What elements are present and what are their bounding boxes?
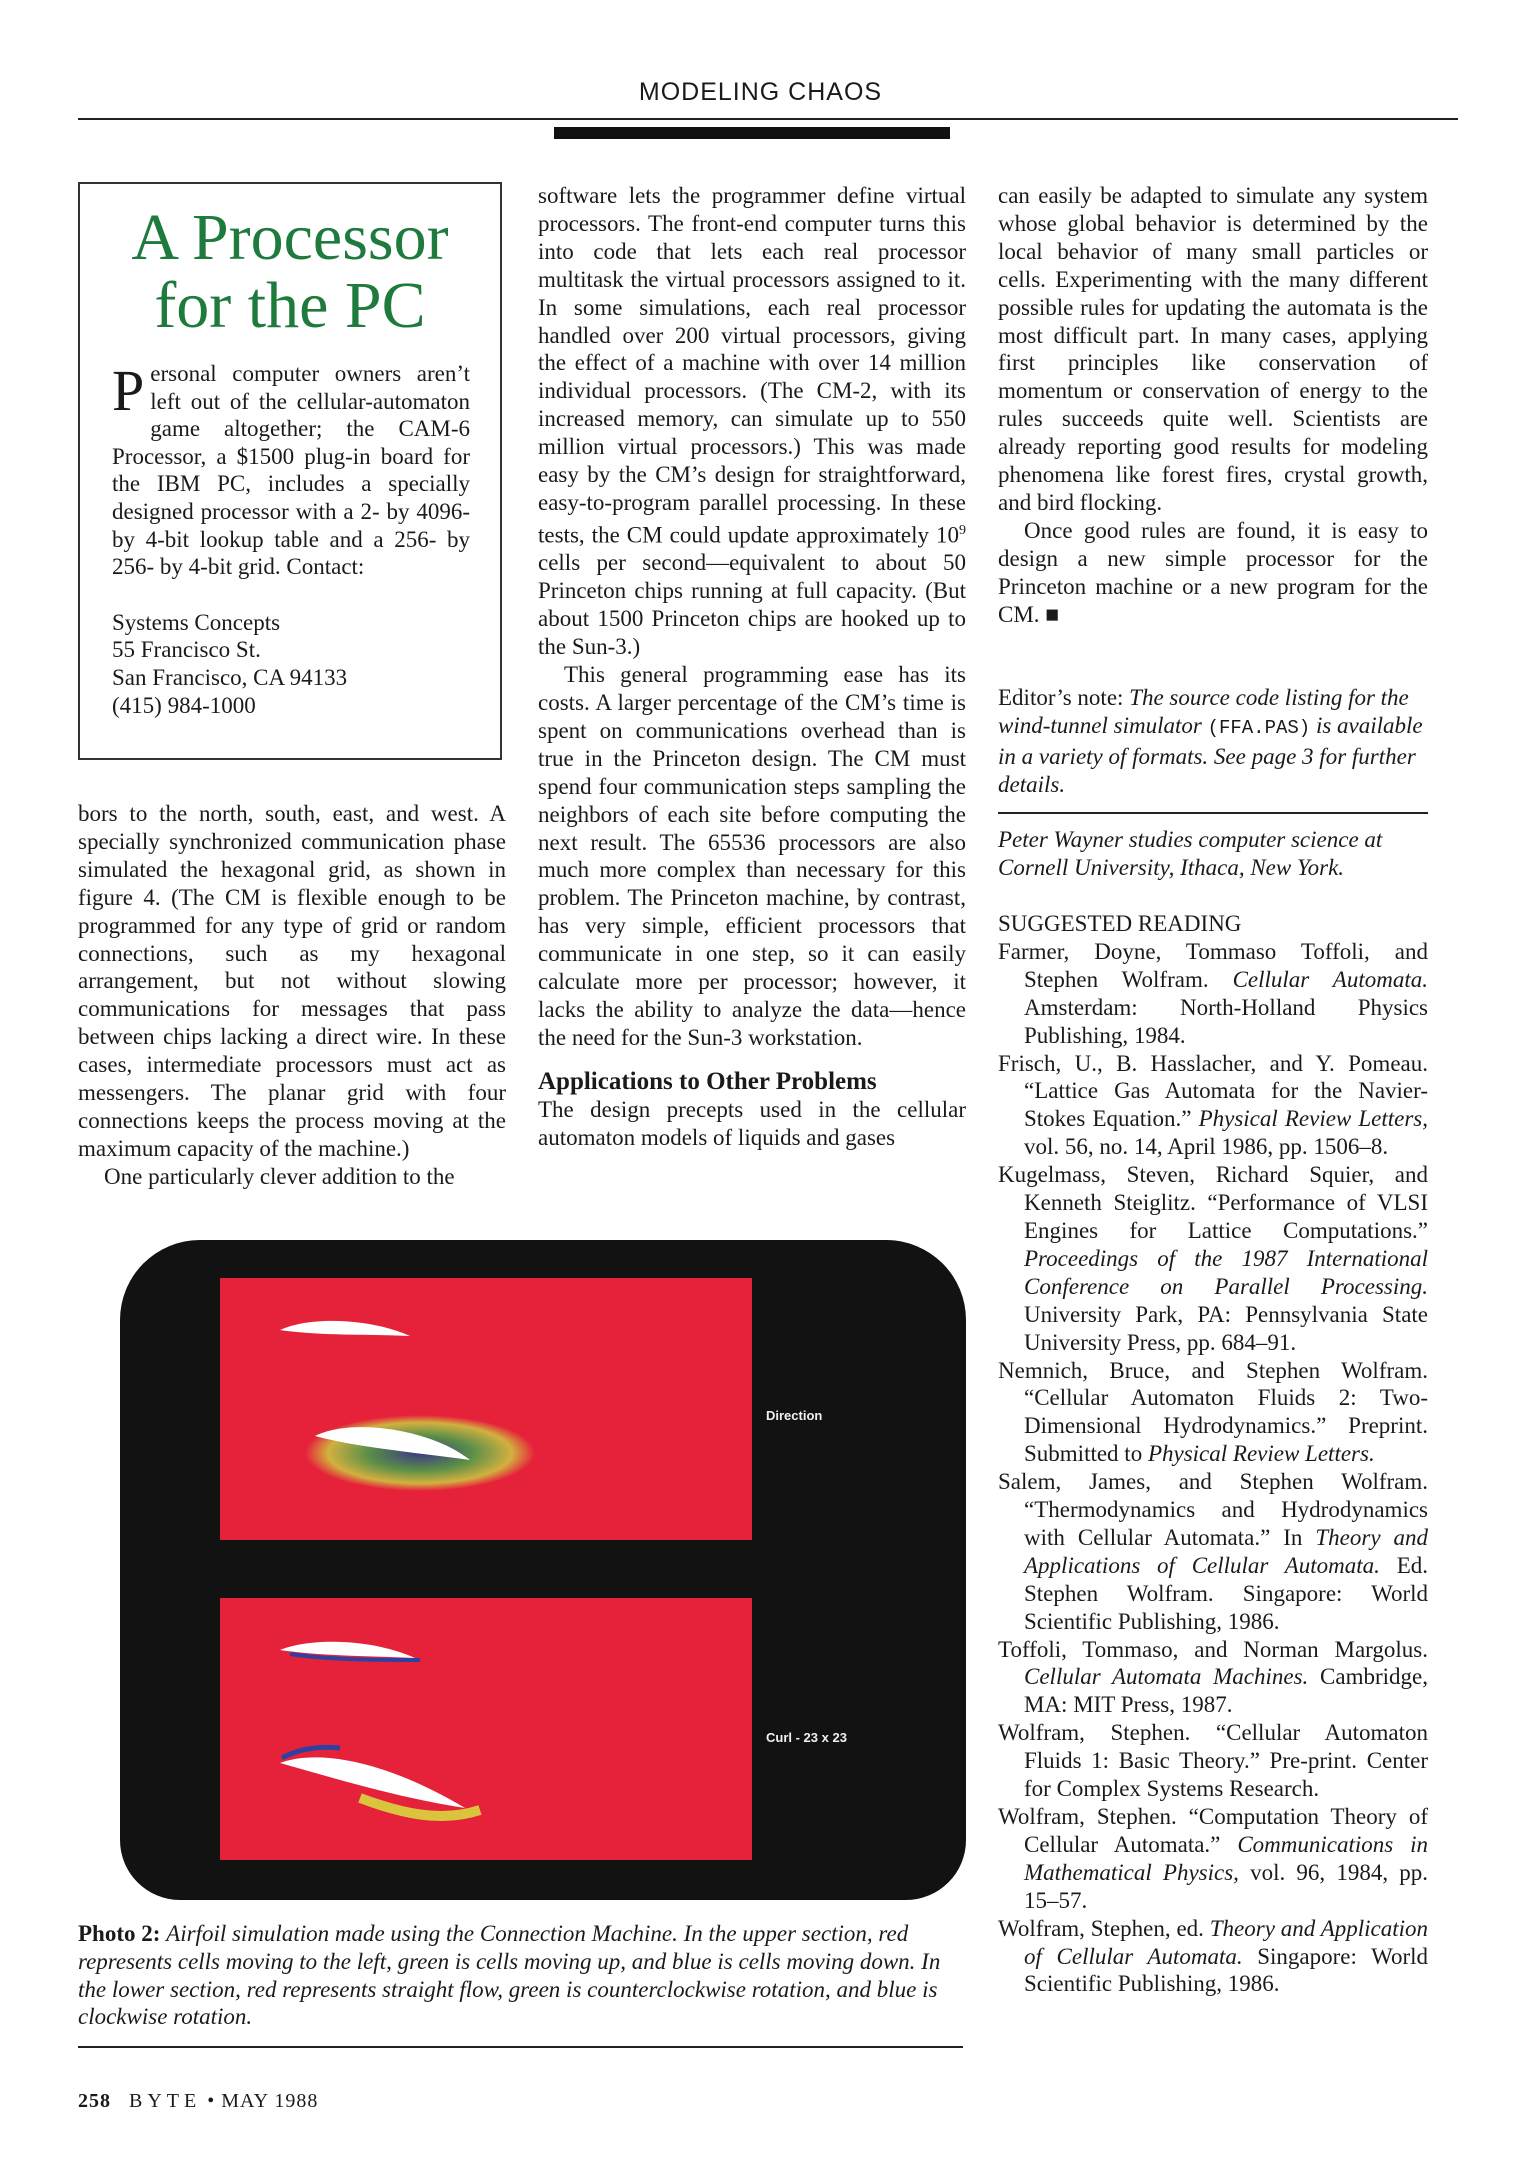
footer-separator: •	[207, 2090, 216, 2112]
label-direction: Direction	[766, 1408, 823, 1423]
ref-authors: Wolfram, Stephen. “Cellular Automaton Fluids 1: Basic Theory.” Pre-print. Center for Complex Systems Research.	[998, 1720, 1428, 1802]
caption-text: Airfoil simulation made using the Connection Machine. In the upper section, red represents cells moving to the left, green is cells moving up, and blue is cells moving down. In the lower section, red represents straight flow, green is counterclockwise rotation, and blue is clockwise rotation.	[78, 1921, 941, 2030]
ref-authors: Wolfram, Stephen, ed.	[998, 1915, 1204, 1941]
simulation-panel-direction	[220, 1278, 752, 1540]
page-number: 258	[78, 2090, 111, 2112]
address-line: 55 Francisco St.	[112, 637, 261, 663]
exponent: 9	[959, 522, 966, 538]
ref-details: Singapore: World Scientific Publishing, 1986.	[1024, 1943, 1428, 1997]
contact-address	[112, 609, 470, 719]
caption-rule	[78, 2046, 963, 2048]
ref-authors: Farmer, Doyne, Tommaso Toffoli, and Stephen Wolfram.	[998, 938, 1428, 992]
running-head: MODELING CHAOS	[638, 78, 883, 106]
ref-authors: Kugelmass, Steven, Richard Squier, and Kenneth Steiglitz. “Performance of VLSI Engines for Lattice Computations.”	[998, 1162, 1428, 1243]
paragraph: One particularly clever addition to the	[104, 1163, 455, 1189]
caption-label: Photo 2:	[78, 1921, 161, 1946]
reference-item	[998, 1468, 1428, 1635]
ref-title: Physical Review Letters,	[1198, 1106, 1429, 1132]
ref-title: Communications in Mathematical Physics,	[1024, 1831, 1429, 1885]
label-curl: Curl - 23 x 23	[766, 1730, 847, 1745]
column-2-text	[538, 182, 966, 1151]
divider	[998, 812, 1428, 814]
reference-item	[998, 1161, 1428, 1356]
suggested-reading	[998, 910, 1428, 1998]
paragraph-text: cells per second—equivalent to about 50 Princeton chips running at full capacity. (But about 1500 Princeton chips are hooked up to the Sun-3.)	[538, 550, 966, 660]
airfoil-direction-image	[220, 1278, 752, 1540]
editors-note-text: is available in a variety of formats. See page 3 for further details.	[998, 712, 1423, 797]
header-rule	[78, 118, 1458, 120]
ref-details: vol. 96, 1984, pp. 15–57.	[1024, 1859, 1429, 1913]
simulation-panel-curl	[220, 1598, 752, 1860]
paragraph	[998, 517, 1428, 629]
reference-item	[998, 1915, 1428, 1999]
sidebar-title-line-1: A Processor	[131, 201, 449, 274]
ref-authors: Toffoli, Tommaso, and Norman Margolus.	[998, 1636, 1428, 1662]
paragraph-text: software lets the programmer define virtual processors. The front-end computer turns this into code that lets each real processor multitask the virtual processors assigned to it. In some simulations, each real processor handled over 200 virtual processors, giving the effect of a machine with over 14 million individual processors. (The CM-2, with its increased memory, can simulate up to 550 million virtual processors.) This was made easy by the CM’s design for straightforward, easy-to-program parallel processing. In these tests, the CM could update approximately 10	[538, 183, 966, 548]
ref-authors: Nemnich, Bruce, and Stephen Wolfram. “Cellular Automaton Fluids 2: Two-Dimensional Hydrodynamics.” Preprint. Submitted to	[998, 1357, 1428, 1467]
ref-details: University Park, PA: Pennsylvania State University Press, pp. 684–91.	[1024, 1301, 1428, 1355]
column-1-text	[78, 800, 506, 1191]
ref-title: Proceedings of the 1987 International Conference on Parallel Processing.	[1024, 1245, 1428, 1299]
ref-details: vol. 56, no. 14, April 1986, pp. 1506–8.	[1024, 1134, 1389, 1160]
issue-date: MAY 1988	[221, 2090, 319, 2112]
photo-caption	[78, 1920, 958, 2031]
editors-note-label: Editor’s note:	[998, 685, 1124, 710]
ref-authors: Frisch, U., B. Hasslacher, and Y. Pomeau. “Lattice Gas Automata for the Navier-Stokes Equation.”	[998, 1050, 1428, 1132]
ref-title: Cellular Automata Machines.	[1024, 1664, 1309, 1690]
sidebar-title	[80, 201, 500, 342]
paragraph: bors to the north, south, east, and west. A specially synchronized communication phase simulated the hexagonal grid, as shown in figure 4. (The CM is flexible enough to be programmed for any type of grid or random connections, such as my hexagonal arrangement, but not without slowing communications for messages that pass between chips lacking a direct wire. In these cases, intermediate processors must act as messengers. The planar grid with four connections keeps the process moving at the maximum capacity of the machine.)	[78, 801, 506, 1161]
ref-title: Physical Review Letters.	[1147, 1441, 1375, 1467]
editors-note-text: The source code listing for the wind-tunnel simulator	[998, 685, 1409, 738]
reference-item	[998, 1050, 1428, 1162]
ref-authors: Salem, James, and Stephen Wolfram. “Thermodynamics and Hydrodynamics with Cellular Automata.” In	[998, 1469, 1428, 1550]
reference-item	[998, 1719, 1428, 1803]
page-footer	[78, 2090, 318, 2113]
drop-cap: P	[112, 358, 145, 423]
airfoil-curl-image	[220, 1598, 752, 1860]
author-note-text: Peter Wayner studies computer science at Cornell University, Ithaca, New York.	[998, 827, 1383, 880]
paragraph	[538, 182, 966, 661]
address-line: San Francisco, CA 94133	[112, 664, 348, 690]
sidebar-body	[112, 360, 470, 719]
editors-note-code: (FFA.PAS)	[1207, 716, 1311, 739]
reference-item	[998, 938, 1428, 1050]
ref-details: Amsterdam: North-Holland Physics Publishing, 1984.	[1024, 994, 1428, 1048]
ref-details: Ed. Stephen Wolfram. Singapore: World Scientific Publishing, 1986.	[1024, 1552, 1429, 1634]
address-line: (415) 984-1000	[112, 692, 256, 718]
sidebar-title-line-2: for the PC	[154, 269, 426, 342]
editors-note	[998, 684, 1428, 799]
suggested-reading-heading: SUGGESTED READING	[998, 911, 1242, 936]
ref-title: Cellular Automata.	[1232, 966, 1429, 992]
magazine-name: BYTE	[129, 2090, 202, 2112]
end-mark-icon: ■	[1045, 601, 1060, 627]
photo-airfoil-simulation	[120, 1240, 966, 1900]
ref-title: Theory and Application of Cellular Automata.	[1024, 1915, 1429, 1969]
section-heading: Applications to Other Problems	[538, 1067, 877, 1095]
paragraph: can easily be adapted to simulate any system whose global behavior is determined by the local behavior of many small particles or cells. Experimenting with the many different possible rules for updating the automata is the most difficult part. In many cases, applying first principles like conservation of momentum or conservation of energy to the rules succeeds quite well. Scientists are already reporting good results for modeling phenomena like forest fires, crystal growth, and bird flocking.	[998, 183, 1428, 515]
ref-authors: Wolfram, Stephen. “Computation Theory of Cellular Automata.”	[998, 1804, 1428, 1857]
column-3-text	[998, 182, 1428, 629]
sidebar-box	[78, 182, 502, 760]
ref-title: Theory and Applications of Cellular Automata.	[1024, 1524, 1428, 1578]
reference-item	[998, 1636, 1428, 1720]
header-bar	[554, 127, 950, 139]
paragraph: This general programming ease has its costs. A larger percentage of the CM’s time is spent on communications overhead than is true in the Princeton design. The CM must spend four communication steps sampling the neighbors of each site before computing the next result. The 65536 processors are also much more complex than necessary for this problem. The Princeton machine, by contrast, has very simple, efficient processors that communicate in one step, so it can easily calculate more per processor; however, it lacks the ability to analyze the data—hence the need for the Sun-3 workstation.	[538, 662, 966, 1050]
ref-details: Cambridge, MA: MIT Press, 1987.	[1024, 1664, 1428, 1718]
paragraph: The design precepts used in the cellular automaton models of liquids and gases	[538, 1096, 966, 1150]
reference-item	[998, 1803, 1428, 1915]
author-note	[998, 826, 1428, 882]
reference-item	[998, 1357, 1428, 1469]
address-line: Systems Concepts	[112, 609, 281, 635]
paragraph-text: Once good rules are found, it is easy to design a new simple processor for the Princeton machine or a new program for the CM.	[998, 517, 1428, 627]
sidebar-text: ersonal computer owners aren’t left out of the cellular-automaton game altogether; the CAM-6 Processor, a $1500 plug-in board for the IBM PC, includes a specially designed processor with a 2- by 4096- by 4-bit lookup table and a 256- by 256- by 4-bit grid. Contact:	[112, 361, 470, 580]
